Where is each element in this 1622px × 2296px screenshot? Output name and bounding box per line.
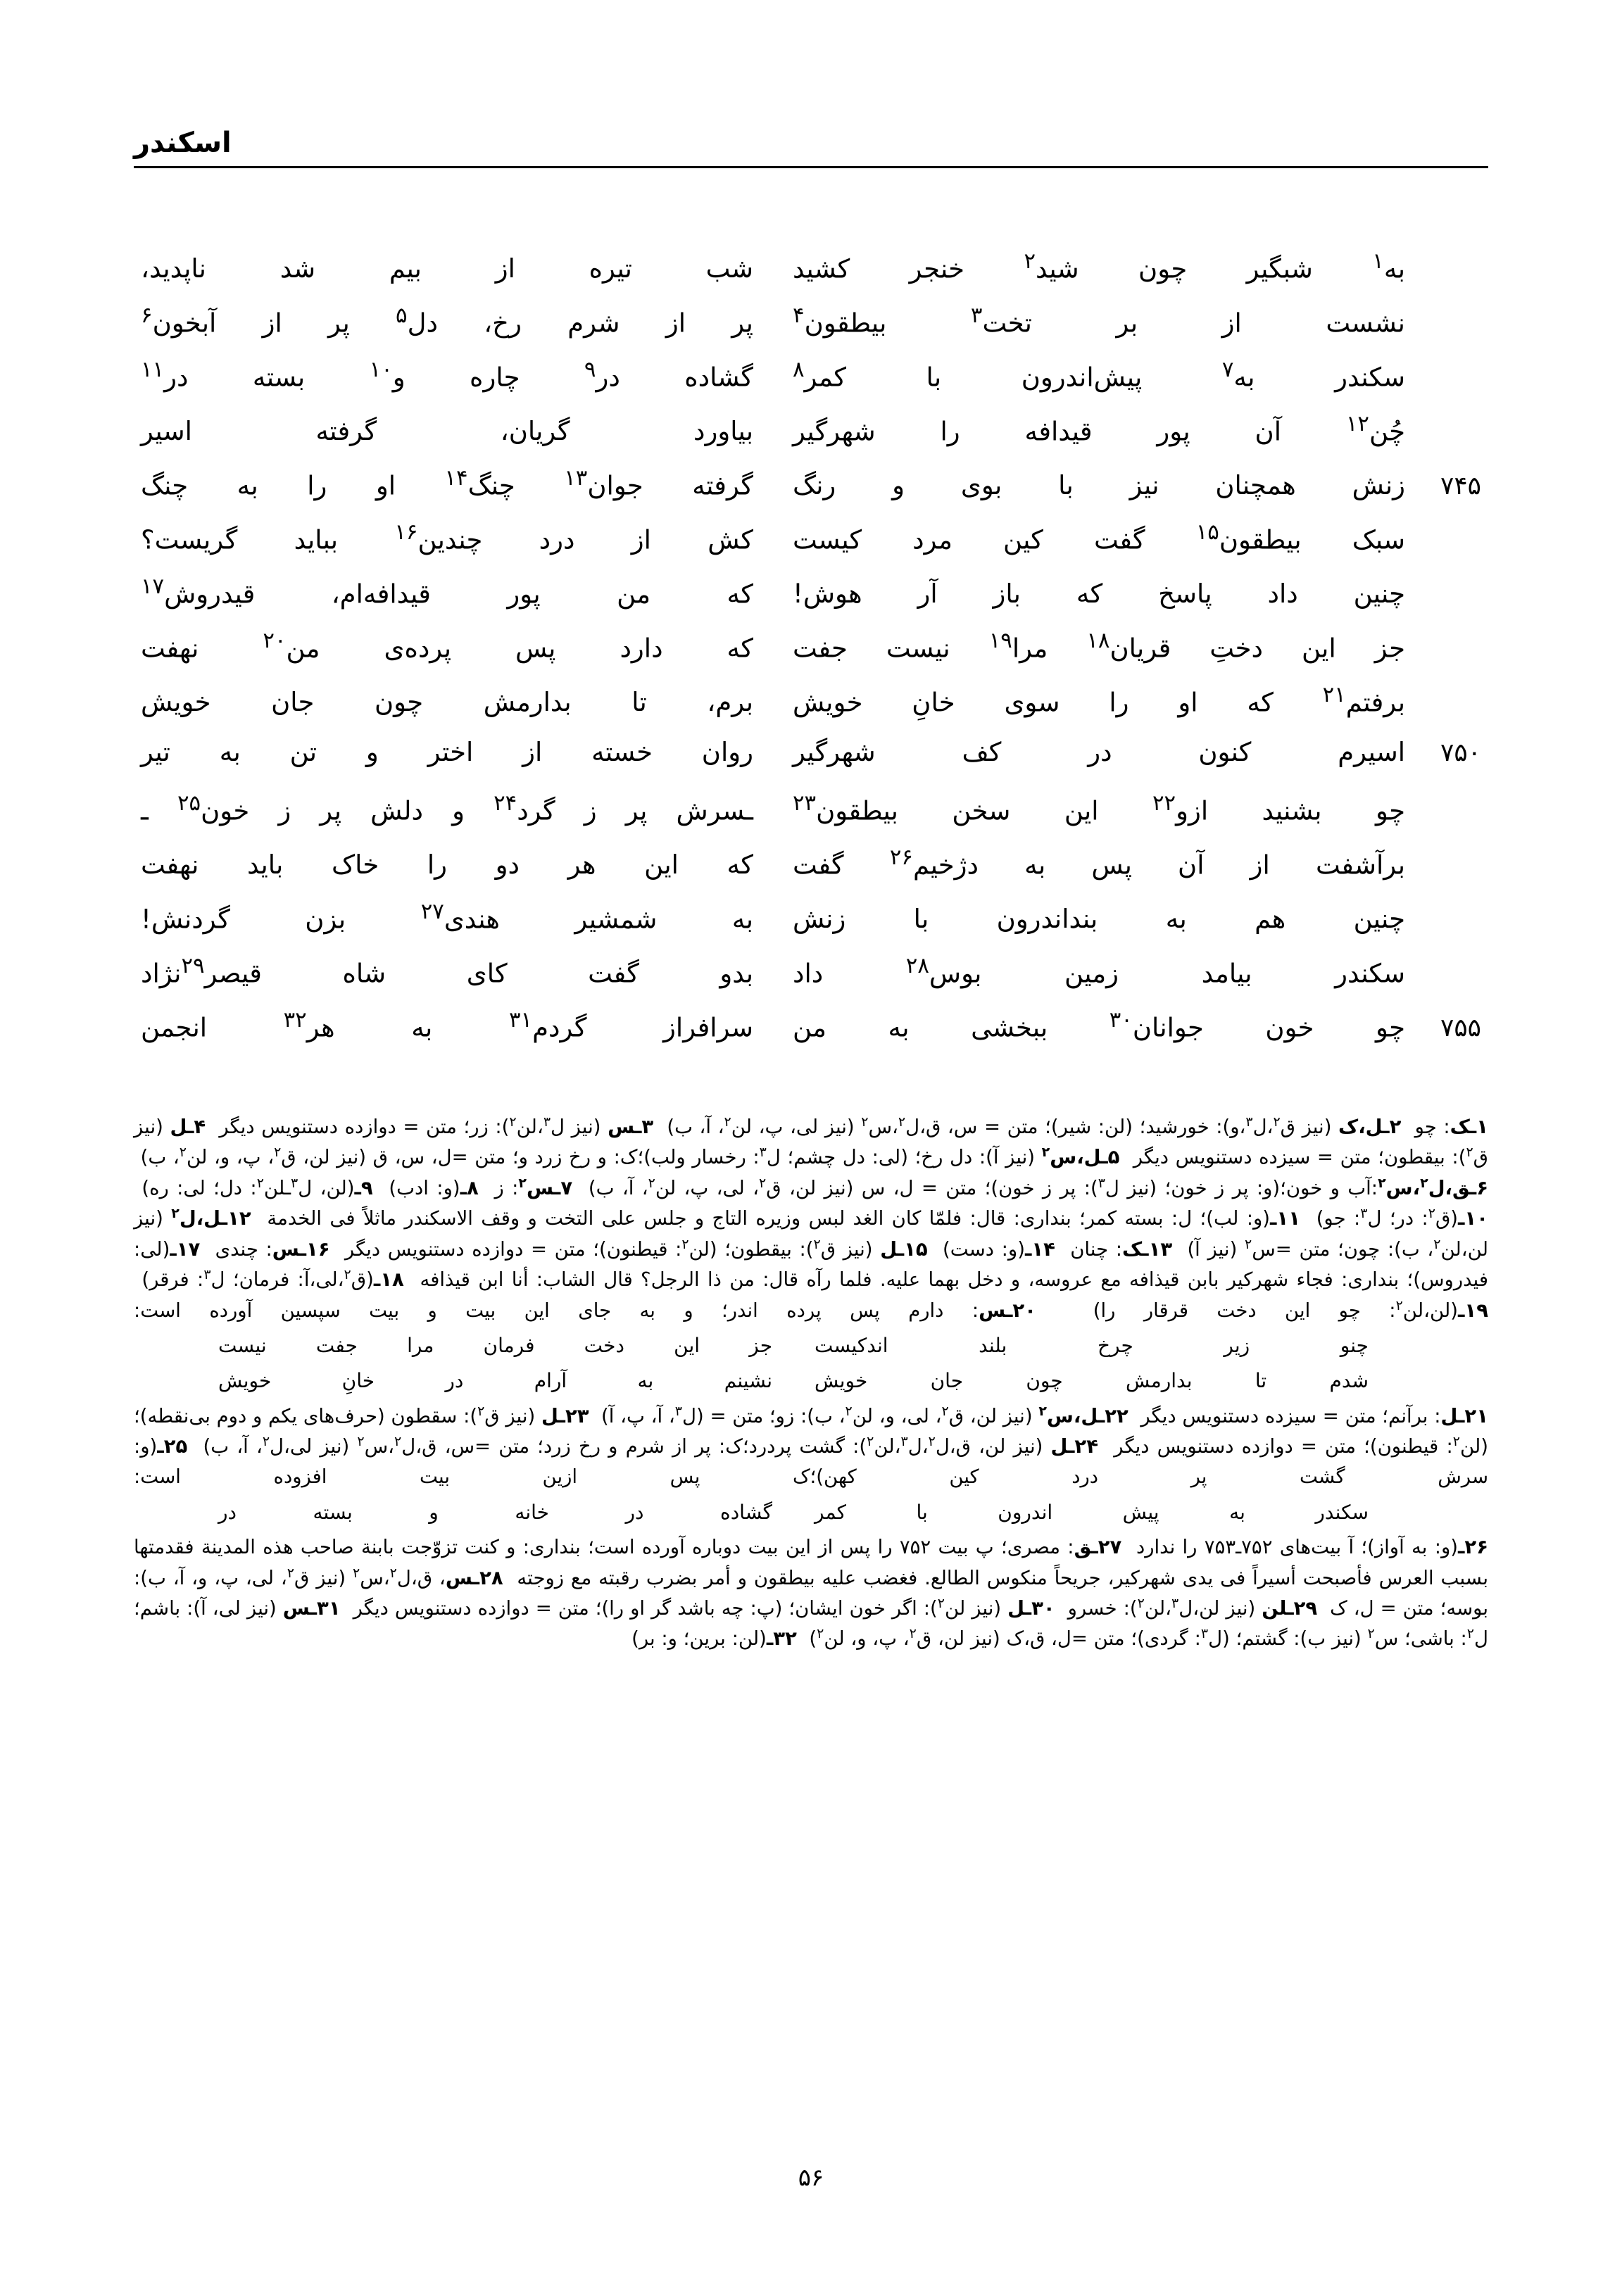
verse-number: ۷۵۰ [1440, 738, 1481, 767]
verse-number [1405, 329, 1481, 332]
verse-number [1405, 816, 1481, 819]
verse-number [1405, 979, 1481, 982]
hemistich-second: شب تیره از بیم شد ناپدید، [141, 253, 753, 284]
hemistich-first: چنین هم به بنداندرون با زنش [793, 904, 1405, 935]
verse-row [141, 410, 1481, 465]
verse-number [1405, 925, 1481, 928]
running-head-area [134, 127, 1488, 168]
hemistich-second: برم، تا بدارمش چون جان خویش [141, 687, 753, 718]
verse-row [141, 844, 1481, 898]
hemistich-second: که دارد پس پرده‌ی من$^{۲۰}$ نهفت [141, 628, 753, 664]
running-head-title: اسکندر [134, 127, 232, 159]
hemistich-first: اسیرم کنون در کف شهرگیر [793, 737, 1405, 767]
apparatus-inset-verse [134, 1365, 1488, 1396]
verse-number: ۷۴۵ [1440, 472, 1481, 501]
hemistich-second: بدو گفت کای شاه قیصر$^{۲۹}$نژاد [141, 953, 753, 989]
hemistich-second: ـسرش پر ز گرد$^{۲۴}$ و دلش پر ز خون$^{۲۵}$ ـ [141, 790, 753, 826]
verse-number [1405, 545, 1481, 548]
hemistich-first: به$^۱$ شبگیر چون شید$^۲$ خنجر کشید [793, 248, 1405, 284]
hemistich-second: که این هر دو را خاک باید نهفت [141, 850, 753, 881]
inset-hemistich-first: سکندر به پیش اندرون با کمر [815, 1500, 1369, 1524]
verse-row [141, 302, 1481, 356]
verse-row [141, 465, 1481, 519]
hemistich-second: گشاده در$^۹$ چاره و$^{۱۰}$ بسته در$^{۱۱}$ [141, 357, 753, 393]
verse-number [1405, 437, 1481, 440]
hemistich-second: که من پور قیدافه‌ام، قیدروش$^{۱۷}$ [141, 574, 753, 610]
verse-number [1405, 654, 1481, 657]
inset-hemistich-second: گشاده در خانه و بسته در [218, 1500, 772, 1524]
header-divider [134, 166, 1488, 168]
apparatus-paragraph: ۱ـک: چو ۲ـل،ک (نیز ق$^۲$،ل$^۳$،و): خورشید؛ (لن: شیر)؛ متن = س، ق،ل$^۲$،س$^۲$ (نیز لی، پ، لن$^۲$، آ، ب) ۳ـس (نیز ل$^۳$،لن$^۲$): زر؛ متن = دوازده دستنویس دیگر ۴ـل (نیز ق$^۲$): بیقطون؛ متن = سیزده دستنویس دیگر ۵ـل،س$^۲$ (نیز آ): دل رخ؛ (لی: دل چشم؛ ل$^۳$: رخسار ولب)؛ک: و رخ زرد و؛ متن =ل، س، ق (نیز لن، ق$^۲$، پ، و، لن$^۲$، ب) ۶ـق،ل$^۲$،س$^۲$:آب و خون؛(و: پر ز خون؛ (نیز ل$^۳$): پر ز خون)؛ متن = ل، س (نیز لن، ق$^۲$، لی، پ، لن$^۲$، آ، ب) ۷ـس$^۲$: ز ۸ـ(و: ادب) ۹ـ(لن، ل$^۳$ـلن$^۲$: دل؛ لی: ره) ۱۰ـ(ق$^۲$: در؛ ل$^۳$: جو) ۱۱ـ(و: لب)؛ ل: بسته کمر؛ بنداری: قال: فلمّا کان الغد لبس وزیره التاج و جلس علی التخت و وقف الاسکندر ماثلاً فی الخدمة ۱۲ـل،ل$^۲$ (نیز لن،لن$^۲$، ب): چون؛ متن =س$^۲$ (نیز آ) ۱۳ـک: چنان ۱۴ـ(و: دست) ۱۵ـل (نیز ق$^۲$): بیقطون؛ (لن$^۲$: قیطنون)؛ متن = دوازده دستنویس دیگر ۱۶ـس: چندی ۱۷ـ(لی: فیدروس)؛ بنداری: فجاء شهرکیر بابن قیذافه مع عروسه، و دخل بهما علیه. فلما رآه قال: من ذا الرجل؟ قال الشاب: أنا ابن قیذافه ۱۸ـ(ق$^۲$،لی،آ: فرمان؛ ل$^۳$: فرقر) ۱۹ـ(لن،لن$^۲$: چو این دخت قرقار را) ۲۰ـس: دارم پس پرده اندر؛ و به جای این بیت و بیت سپسین آورده است: [134, 1114, 1488, 1322]
hemistich-first: جز این دختِ قریان$^{۱۸}$ مرا$^{۱۹}$ نیست جفت [793, 628, 1405, 664]
hemistich-first: زنش همچنان نیز با بوی و رنگ [793, 470, 1405, 501]
verse-number [1405, 600, 1481, 603]
verse-number [1405, 871, 1481, 873]
hemistich-first: سکندر به$^۷$ پیش‌اندرون با کمر$^۸$ [793, 357, 1405, 393]
hemistich-first: چو بشنید ازو$^{۲۲}$ این سخن بیطقون$^{۲۳}$ [793, 790, 1405, 826]
verse-row [141, 790, 1481, 844]
verse-row [141, 573, 1481, 627]
verse-row [141, 952, 1481, 1007]
verse-row [141, 1007, 1481, 1061]
hemistich-first: چو خون جوانان$^{۳۰}$ ببخشی به من [793, 1007, 1405, 1043]
hemistich-first: برفتم$^{۲۱}$ که او را سوی خانِ خویش [793, 682, 1405, 718]
folio-number: ۵۶ [798, 2164, 824, 2192]
verse-block [141, 248, 1481, 1061]
verse-row [141, 736, 1481, 790]
hemistich-second: به شمشیر هندی$^{۲۷}$ بزن گردنش! [141, 899, 754, 935]
verse-row [141, 898, 1481, 952]
hemistich-second: روان خسته از اختر و تن به تیر [141, 737, 753, 767]
hemistich-first: برآشفت از آن پس به دژخیم$^{۲۶}$ گفت [793, 845, 1405, 881]
hemistich-second: گرفته جوان$^{۱۳}$ چنگ$^{۱۴}$ او را به چنگ [141, 465, 753, 501]
hemistich-first: سکندر بیامد زمین بوس$^{۲۸}$ داد [793, 953, 1405, 989]
apparatus-paragraph: ۲۱ـل: برآنم؛ متن = سیزده دستنویس دیگر ۲۲ـل،س$^۲$ (نیز لن، ق$^۲$، لی، و، لن$^۲$، ب): زو؛ متن = (ل$^۳$، آ، پ، آ) ۲۳ـل (نیز ق$^۲$): سقطون (حرف‌های یکم و دوم بی‌نقطه)؛ (لن$^۲$: قیطنون)؛ متن = دوازده دستنویس دیگر ۲۴ـل (نیز لن، ق،ل$^۲$،ل$^۳$،لن$^۲$): گشت پردرد؛ک: پر از شرم و رخ زرد؛ متن =س، ق،ل$^۲$،س$^۲$ (نیز لی،ل$^۲$، آ، ب) ۲۵ـ(و: سرش گشت پر درد کین کهن)؛ک پس ازین بیت افزوده است: [134, 1403, 1488, 1489]
verse-number: ۷۵۵ [1440, 1014, 1481, 1043]
verse-row [141, 519, 1481, 573]
inset-hemistich-first: شدم تا بدارمش چون جان خویش [815, 1369, 1369, 1393]
apparatus-inset-verse [134, 1497, 1488, 1528]
verse-row [141, 681, 1481, 736]
inset-hemistich-second: نشینم به آرام در خانِ خویش [218, 1369, 772, 1393]
hemistich-first: چُن$^{۱۲}$ آن پور قیدافه را شهرگیر [793, 411, 1405, 447]
verse-number [1405, 708, 1481, 711]
verse-row [141, 248, 1481, 302]
apparatus-paragraph: ۲۶ـ(و: به آواز)؛ آ بیت‌های ۷۵۲ـ۷۵۳ را ندارد ۲۷ـق: مصری؛ پ بیت ۷۵۲ را پس از این بیت دوباره آورده است؛ بنداری: و کنت تزوّجت بابنة صاحب هذه المدینة فقدمتها بسبب العرس فأصبحت أسیراً فی یدی شهرکیر، جریحاً منکوس الطالع. فغضب علیه بیطقون و أمر بضرب رقبته مع زوجته ۲۸ـس، ق،ل$^۲$،س$^۲$ (نیز ق$^۲$، لی، پ، و، آ، ب): بوسه؛ متن = ل، ک ۲۹ـلن (نیز لن،ل$^۳$،لن$^۲$): خسرو ۳۰ـل (نیز لن$^۲$): اگر خون ایشان؛ (پ: چه باشد گر او را)؛ متن = دوازده دستنویس دیگر ۳۱ـس (نیز لی، آ): باشم؛ل$^۲$: باشی؛ س$^۲$ (نیز ب): گشتم؛ (ل$^۳$: گردی)؛ متن =ل، ق،ک (نیز لن، ق$^۲$، پ، و، لن$^۲$) ۳۲ـ(لن: برین؛ و: بر) [134, 1536, 1488, 1651]
hemistich-second: سرافراز گردم$^{۳۱}$ به هر$^{۳۲}$ انجمن [141, 1007, 753, 1043]
apparatus-criticus [134, 1112, 1488, 1655]
hemistich-first: نشست از بر تخت$^۳$ بیطقون$^۴$ [793, 303, 1405, 339]
hemistich-first: چنین داد پاسخ که باز آر هوش! [793, 579, 1405, 610]
inset-hemistich-second: جز این دخت فرمان مرا جفت نیست [218, 1334, 772, 1358]
hemistich-first: سبک بیطقون$^{۱۵}$ گفت کین مرد کیست [793, 519, 1405, 555]
apparatus-inset-verse [134, 1330, 1488, 1361]
hemistich-second: پر از شرم رخ، دل$^۵$ پر از آبخون$^۶$ [141, 303, 753, 339]
inset-hemistich-first: چنو زیر چرخ بلند اندکیست [815, 1334, 1369, 1358]
hemistich-second: کش از درد چندین$^{۱۶}$ بباید گریست؟ [141, 519, 753, 555]
hemistich-second: بیاورد گریان، گرفته اسیر [141, 416, 753, 447]
verse-number [1405, 275, 1481, 277]
verse-row [141, 627, 1481, 681]
verse-row [141, 356, 1481, 410]
verse-number [1405, 383, 1481, 386]
